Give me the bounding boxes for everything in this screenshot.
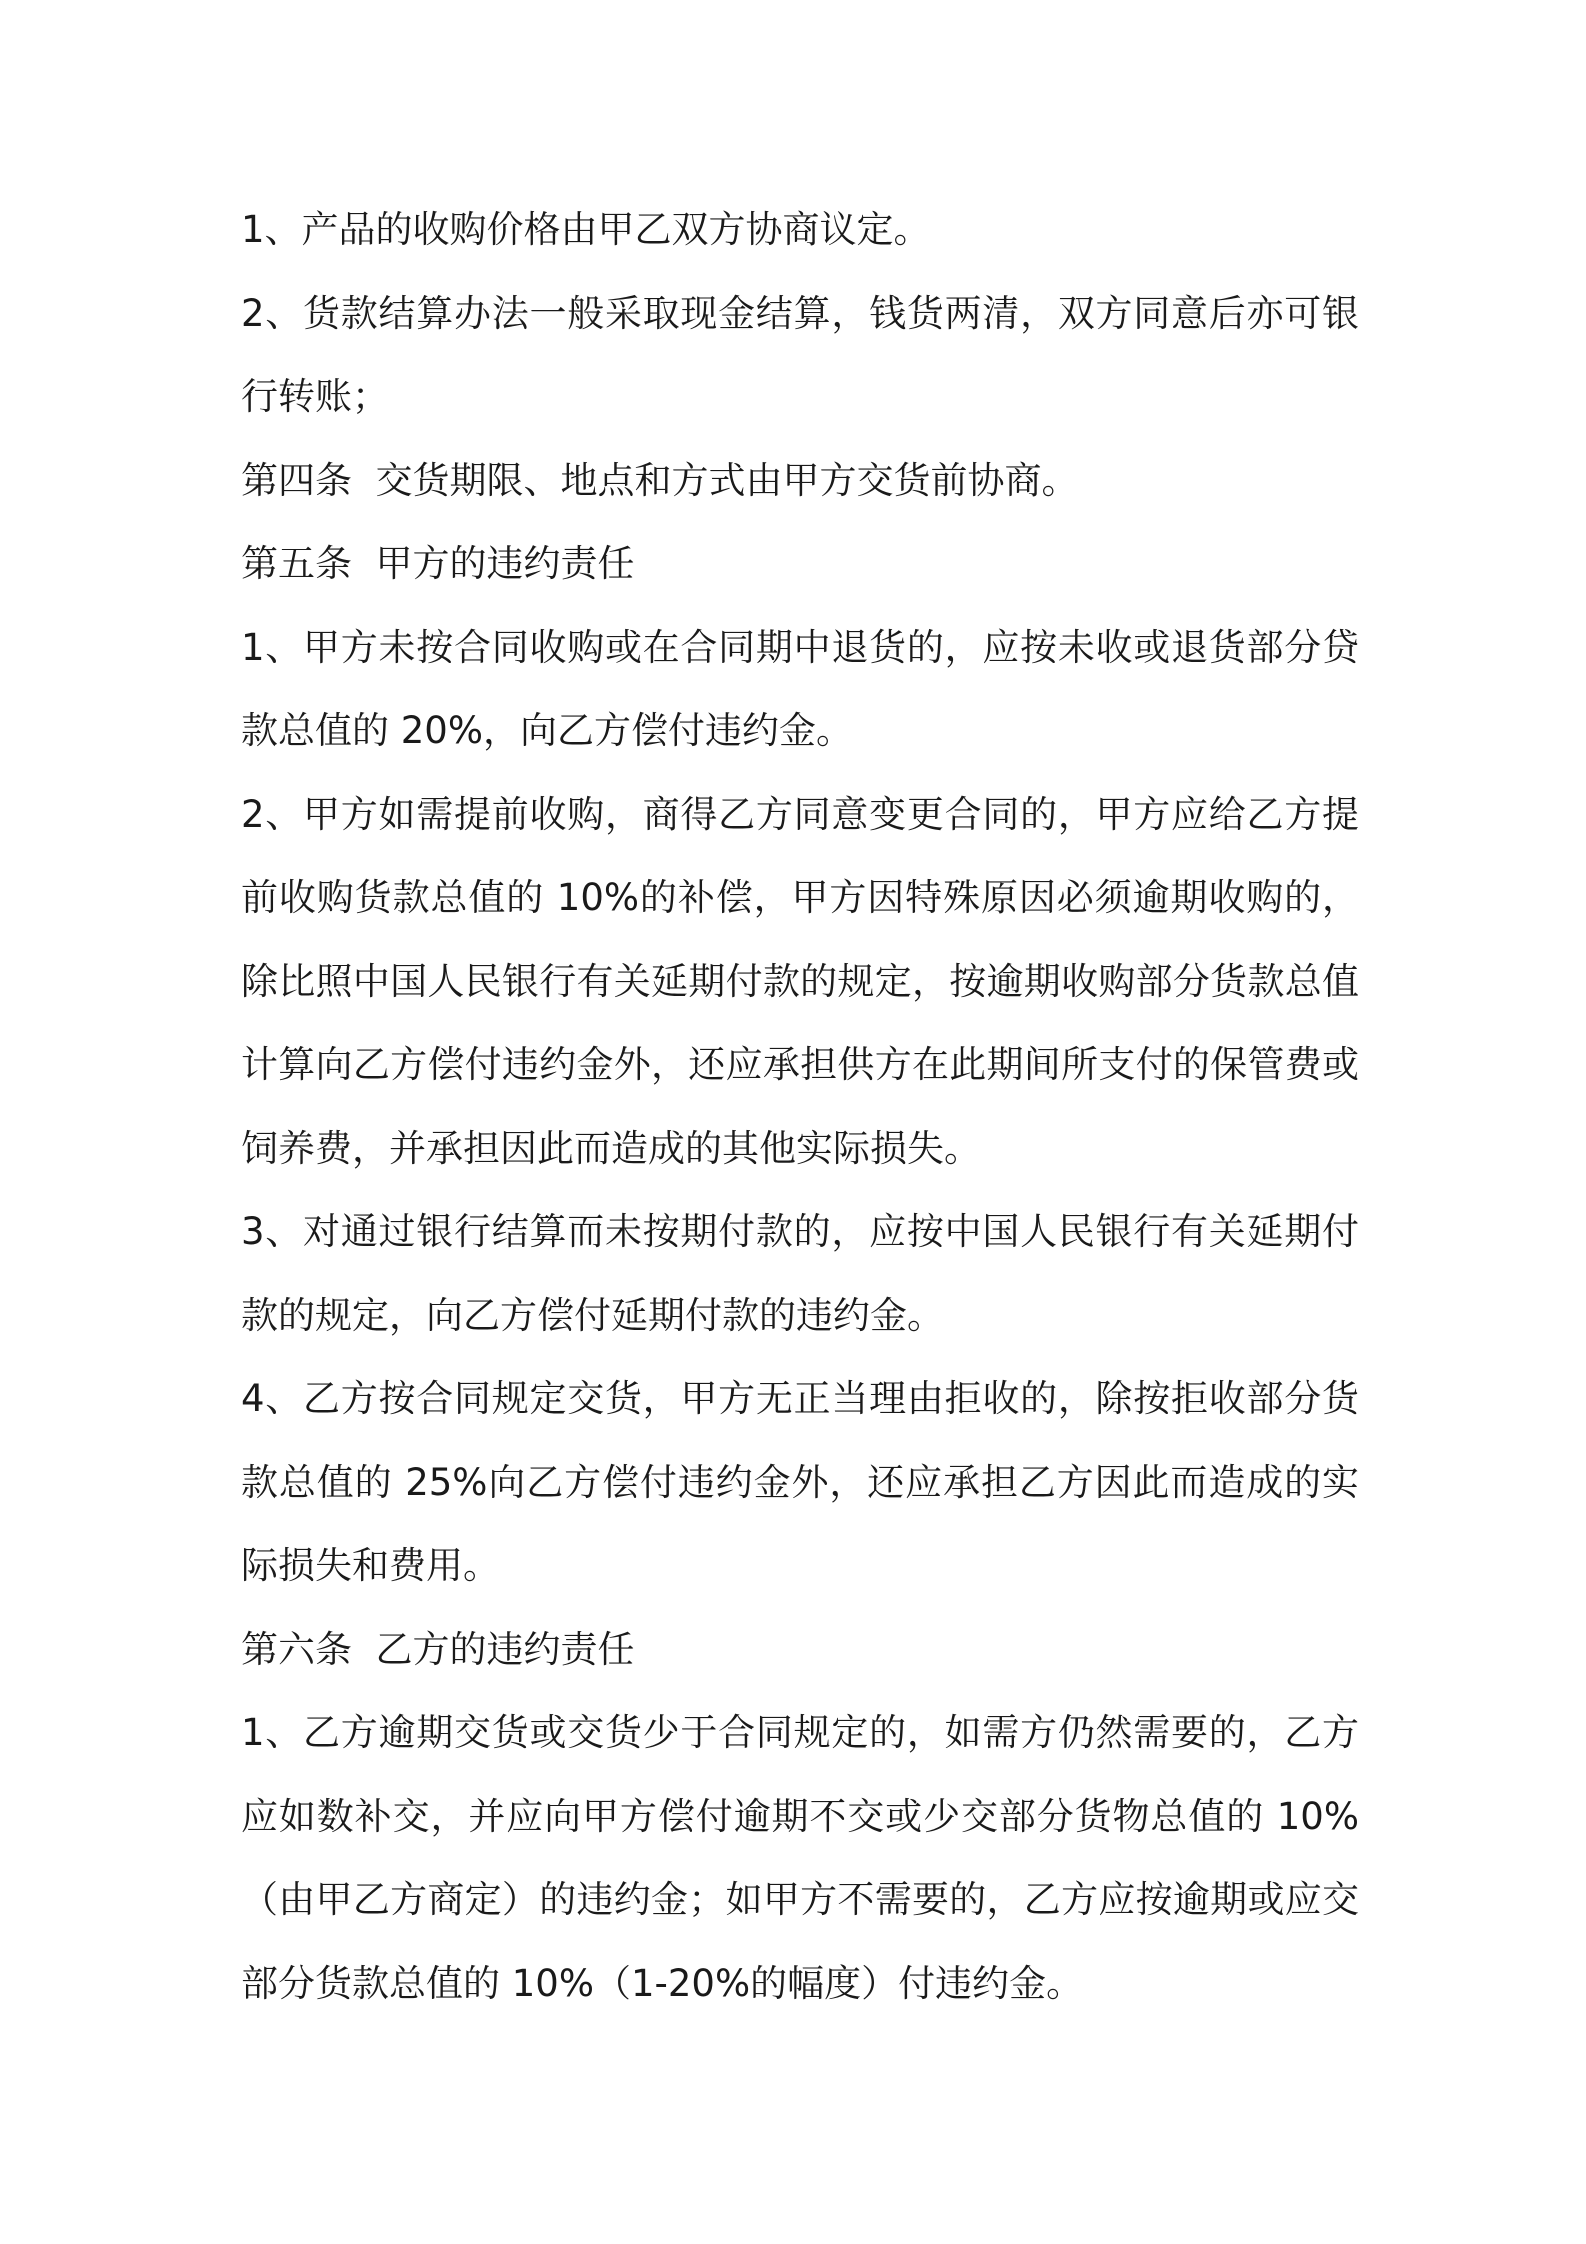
paragraph-article-6-item-1: 1、乙方逾期交货或交货少于合同规定的，如需方仍然需要的，乙方应如数补交，并应向甲方偿付逾期不交或少交部分货物总值的 10%（由甲乙方商定）的违约金；如甲方不需要的，乙方应按逾期或应交部分货款总值的 10%（1-20%的幅度）付违约金。 bbox=[241, 1711, 1359, 2005]
heading-article-4: 第四条 交货期限、地点和方式由甲方交货前协商。 bbox=[241, 458, 1079, 502]
paragraph-article-5-item-1: 1、甲方未按合同收购或在合同期中退货的，应按未收或退货部分贷款总值的 20%，向乙方偿付违约金。 bbox=[241, 625, 1359, 752]
paragraph-price-clause: 1、产品的收购价格由甲乙双方协商议定。 bbox=[241, 208, 931, 251]
document-body bbox=[241, 188, 1359, 2025]
paragraph-payment-clause: 2、货款结算办法一般采取现金结算，钱货两清，双方同意后亦可银行转账； bbox=[241, 291, 1359, 418]
heading-article-5: 第五条 甲方的违约责任 bbox=[241, 542, 635, 585]
paragraph-article-5-item-4: 4、乙方按合同规定交货，甲方无正当理由拒收的，除按拒收部分货款总值的 25%向乙方偿付违约金外，还应承担乙方因此而造成的实际损失和费用。 bbox=[241, 1377, 1359, 1587]
paragraph-article-5-item-2: 2、甲方如需提前收购，商得乙方同意变更合同的，甲方应给乙方提前收购货款总值的 10%的补偿，甲方因特殊原因必须逾期收购的，除比照中国人民银行有关延期付款的规定，按逾期收购部分货款总值计算向乙方偿付违约金外，还应承担供方在此期间所支付的保管费或饲养费，并承担因此而造成的其他实际损失。 bbox=[241, 792, 1359, 1170]
heading-article-6: 第六条 乙方的违约责任 bbox=[241, 1627, 635, 1671]
paragraph-article-5-item-3: 3、对通过银行结算而未按期付款的，应按中国人民银行有关延期付款的规定，向乙方偿付延期付款的违约金。 bbox=[241, 1210, 1359, 1337]
